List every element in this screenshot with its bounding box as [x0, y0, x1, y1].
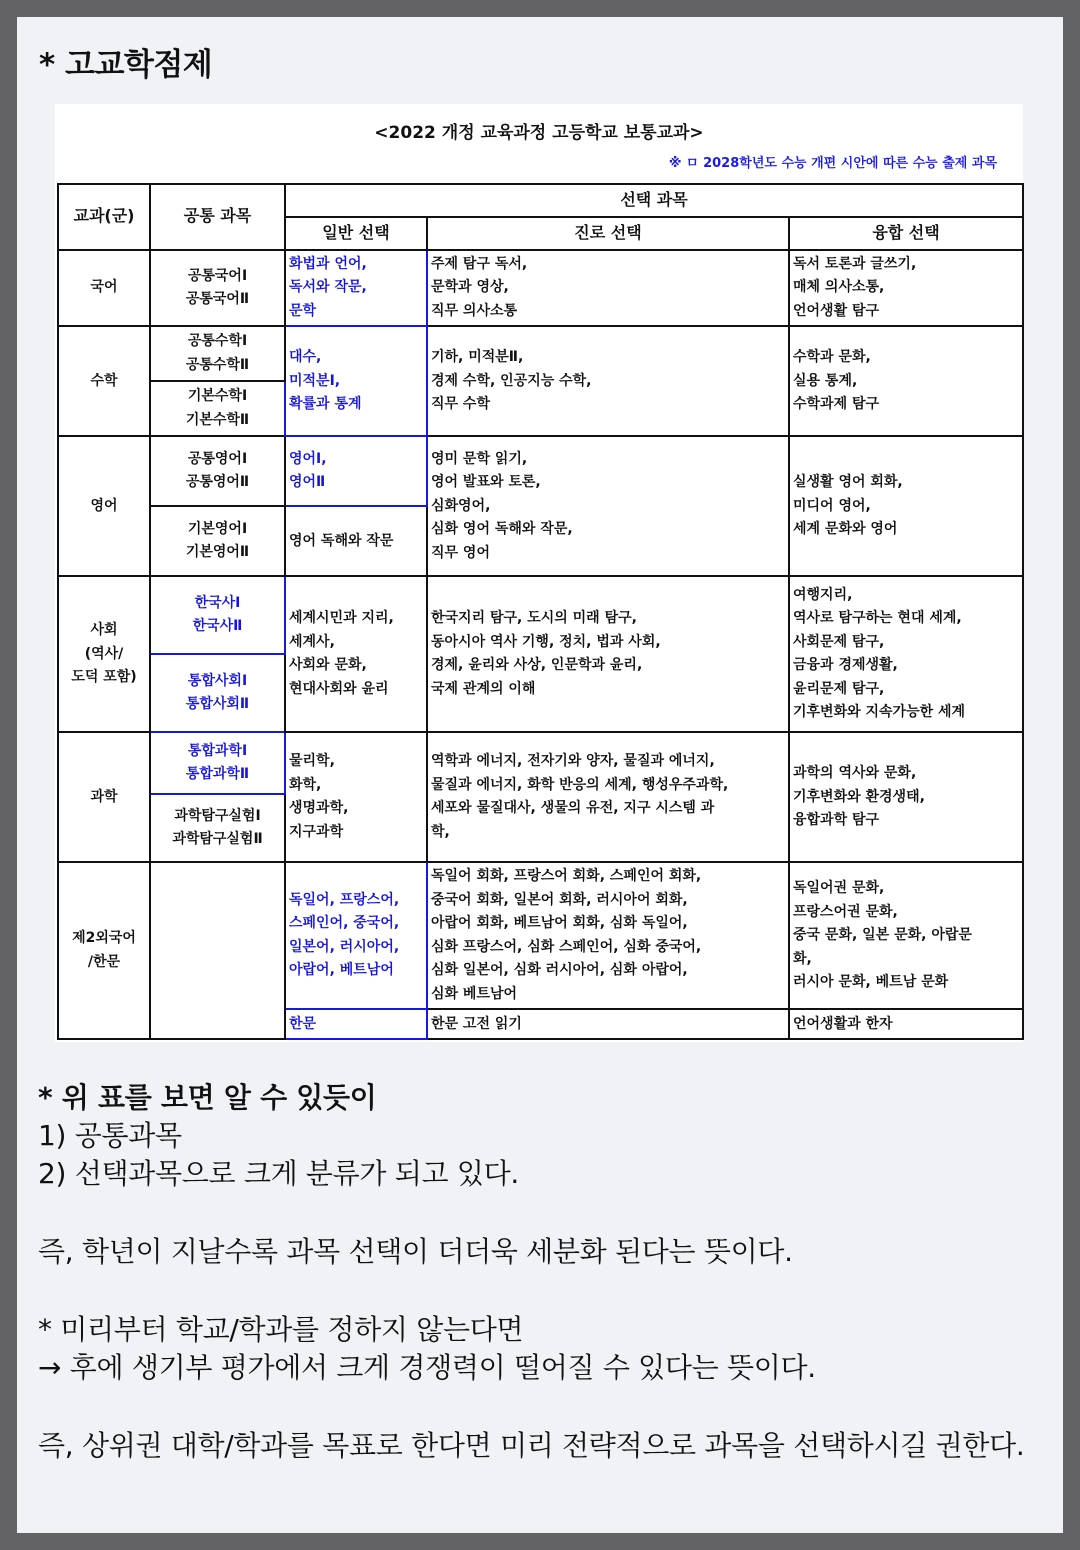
general-english-2 — [285, 506, 427, 576]
general-social-line: 사회와 문화, — [289, 657, 367, 674]
common-math-2-line: 기본수학Ⅰ — [187, 388, 248, 405]
group-korean: 국어 — [58, 250, 150, 327]
career-korean — [427, 250, 789, 327]
convergence-english-line: 미디어 영어, — [793, 497, 871, 514]
common-english-1 — [150, 436, 285, 506]
career-foreign-line: 심화 프랑스어, 심화 스페인어, 심화 중국어, — [431, 938, 702, 955]
general-social-line: 현대사회와 윤리 — [289, 680, 389, 697]
group-science: 과학 — [58, 732, 150, 862]
common-social-2 — [150, 654, 285, 732]
career-english-line: 영어 발표와 토론, — [431, 474, 541, 491]
common-science-1-line: 통합과학Ⅰ — [187, 742, 248, 759]
general-foreign-line: 스페인어, 중국어, — [289, 915, 400, 932]
convergence-social-line: 사회문제 탐구, — [793, 633, 885, 650]
convergence-math-line: 수학과 문화, — [793, 349, 871, 366]
career-english-line: 심화 영어 독해와 작문, — [431, 521, 573, 538]
general-foreign-line: 독일어, 프랑스어, — [289, 891, 400, 908]
group-social — [58, 576, 150, 732]
common-english-1-line: 공통영어Ⅱ — [185, 474, 250, 491]
convergence-english — [789, 436, 1023, 576]
header-common: 공통 과목 — [150, 184, 285, 250]
general-science-line: 물리학, — [289, 753, 335, 770]
group-foreign — [58, 862, 150, 1039]
convergence-korean — [789, 250, 1023, 327]
explanation-text — [38, 1079, 1048, 1465]
career-hanmun: 한문 고전 읽기 — [427, 1009, 789, 1039]
general-english-1 — [285, 436, 427, 506]
group-social-line: 사회 — [90, 622, 118, 639]
explanation-item-1: 1) 공통과목 — [38, 1119, 182, 1152]
common-science-2 — [150, 794, 285, 862]
general-social-line: 세계사, — [289, 633, 335, 650]
convergence-science-line: 과학의 역사와 문화, — [793, 765, 917, 782]
general-social — [285, 576, 427, 732]
header-convergence: 융합 선택 — [789, 217, 1023, 250]
section-heading: * 고교학점제 — [39, 47, 213, 83]
header-career: 진로 선택 — [427, 217, 789, 250]
common-english-2 — [150, 506, 285, 576]
spacer — [38, 1387, 1048, 1427]
general-math — [285, 326, 427, 436]
spacer — [38, 1193, 1048, 1233]
group-social-line: 도덕 포함) — [71, 669, 137, 686]
common-math-1-line: 공통수학Ⅰ — [187, 333, 248, 350]
convergence-science — [789, 732, 1023, 862]
common-social-1-line: 한국사Ⅱ — [192, 618, 243, 635]
career-science-line: 학, — [431, 823, 450, 840]
spacer — [38, 1271, 1048, 1311]
career-social-line: 경제, 윤리와 사상, 인문학과 윤리, — [431, 657, 643, 674]
general-math-line: 확률과 통계 — [289, 396, 362, 413]
general-foreign-line: 일본어, 러시아어, — [289, 938, 400, 955]
common-korean-line: 공통국어Ⅰ — [187, 267, 248, 284]
convergence-math-line: 실용 통계, — [793, 372, 858, 389]
common-science-1 — [150, 732, 285, 794]
general-science-line: 지구과학 — [289, 823, 344, 840]
group-social-line: (역사/ — [84, 645, 124, 662]
convergence-science-line: 융합과학 탐구 — [793, 812, 880, 829]
group-foreign-line: 제2외국어 — [72, 930, 136, 947]
convergence-foreign-line: 러시아 문화, 베트남 문화 — [793, 974, 949, 991]
general-social-line: 세계시민과 지리, — [289, 610, 394, 627]
convergence-social-line: 기후변화와 지속가능한 세계 — [793, 704, 966, 721]
convergence-social-line: 금융과 경제생활, — [793, 657, 898, 674]
common-math-1 — [150, 326, 285, 381]
convergence-math — [789, 326, 1023, 436]
career-foreign-line: 중국어 회화, 일본어 회화, 러시아어 회화, — [431, 891, 688, 908]
career-korean-line: 문학과 영상, — [431, 279, 509, 296]
career-foreign-line: 독일어 회화, 프랑스어 회화, 스페인어 회화, — [431, 868, 702, 885]
career-foreign-line: 아랍어 회화, 베트남어 회화, 심화 독일어, — [431, 915, 688, 932]
career-science-line: 세포와 물질대사, 생물의 유전, 지구 시스템 과 — [431, 800, 715, 817]
group-english: 영어 — [58, 436, 150, 576]
career-foreign-line: 심화 베트남어 — [431, 985, 518, 1002]
table-title: <2022 개정 교육과정 고등학교 보통교과> — [374, 123, 704, 143]
career-social-line: 한국지리 탐구, 도시의 미래 탐구, — [431, 610, 637, 627]
common-science-2-line: 과학탐구실험Ⅰ — [174, 807, 261, 824]
header-elective: 선택 과목 — [285, 184, 1023, 217]
general-english-2-line: 영어 독해와 작문 — [289, 532, 394, 549]
common-social-1 — [150, 576, 285, 654]
common-korean — [150, 250, 285, 327]
career-math-line: 직무 수학 — [431, 396, 490, 413]
convergence-foreign — [789, 862, 1023, 1009]
convergence-korean-line: 매체 의사소통, — [793, 279, 885, 296]
explanation-line-1: 즉, 학년이 지날수록 과목 선택이 더더욱 세분화 된다는 뜻이다. — [38, 1235, 793, 1268]
convergence-social-line: 여행지리, — [793, 586, 853, 603]
career-math-line: 경제 수학, 인공지능 수학, — [431, 372, 592, 389]
common-foreign-empty — [150, 862, 285, 1039]
header-subject-group: 교과(군) — [58, 184, 150, 250]
convergence-korean-line: 언어생활 탐구 — [793, 302, 880, 319]
convergence-social-line: 역사로 탐구하는 현대 세계, — [793, 610, 962, 627]
convergence-social-line: 윤리문제 탐구, — [793, 680, 885, 697]
common-social-2-line: 통합사회Ⅱ — [185, 696, 250, 713]
common-english-2-line: 기본영어Ⅰ — [187, 520, 248, 537]
common-math-2-line: 기본수학Ⅱ — [185, 411, 250, 428]
general-science-line: 화학, — [289, 776, 322, 793]
common-science-2-line: 과학탐구실험Ⅱ — [172, 831, 263, 848]
general-hanmun: 한문 — [285, 1009, 427, 1039]
common-math-2 — [150, 381, 285, 436]
career-social-line: 국제 관계의 이해 — [431, 680, 536, 697]
career-math — [427, 326, 789, 436]
curriculum-table-image — [55, 104, 1023, 1042]
general-english-1-line: 영어Ⅱ — [289, 474, 326, 491]
table-note: ※ ㅁ 2028학년도 수능 개편 시안에 따른 수능 출제 과목 — [668, 156, 997, 171]
common-social-1-line: 한국사Ⅰ — [194, 594, 241, 611]
career-foreign — [427, 862, 789, 1009]
common-science-1-line: 통합과학Ⅱ — [185, 766, 250, 783]
career-english-line: 직무 영어 — [431, 544, 490, 561]
convergence-social — [789, 576, 1023, 732]
convergence-foreign-line: 독일어권 문화, — [793, 880, 885, 897]
general-math-line: 대수, — [289, 349, 322, 366]
explanation-line-4: 즉, 상위권 대학/학과를 목표로 한다면 미리 전략적으로 과목을 선택하시길 권한다. — [38, 1429, 1025, 1462]
career-english-line: 심화영어, — [431, 497, 491, 514]
explanation-item-2: 2) 선택과목으로 크게 분류가 되고 있다. — [38, 1157, 519, 1190]
general-korean-line: 독서와 작문, — [289, 279, 367, 296]
content-card — [17, 17, 1063, 1533]
header-general: 일반 선택 — [285, 217, 427, 250]
explanation-subheading: * 위 표를 보면 알 수 있듯이 — [38, 1081, 377, 1114]
convergence-math-line: 수학과제 탐구 — [793, 396, 880, 413]
general-science-line: 생명과학, — [289, 800, 349, 817]
career-social — [427, 576, 789, 732]
career-english-line: 영미 문학 읽기, — [431, 450, 528, 467]
convergence-korean-line: 독서 토론과 글쓰기, — [793, 255, 917, 272]
curriculum-table — [57, 183, 1024, 1040]
career-social-line: 동아시아 역사 기행, 정치, 법과 사회, — [431, 633, 661, 650]
common-social-2-line: 통합사회Ⅰ — [187, 672, 248, 689]
career-science-line: 물질과 에너지, 화학 반응의 세계, 행성우주과학, — [431, 776, 729, 793]
explanation-line-3: → 후에 생기부 평가에서 크게 경쟁력이 떨어질 수 있다는 뜻이다. — [38, 1351, 816, 1384]
career-science — [427, 732, 789, 862]
career-korean-line: 직무 의사소통 — [431, 302, 518, 319]
general-foreign — [285, 862, 427, 1009]
common-english-2-line: 기본영어Ⅱ — [185, 544, 250, 561]
convergence-foreign-line: 중국 문화, 일본 문화, 아랍문 — [793, 927, 972, 944]
general-math-line: 미적분Ⅰ, — [289, 372, 341, 389]
general-korean-line: 화법과 언어, — [289, 255, 367, 272]
career-science-line: 역학과 에너지, 전자기와 양자, 물질과 에너지, — [431, 753, 715, 770]
convergence-foreign-line: 프랑스어권 문화, — [793, 903, 898, 920]
general-foreign-line: 아랍어, 베트남어 — [289, 962, 394, 979]
general-korean — [285, 250, 427, 327]
convergence-science-line: 기후변화와 환경생태, — [793, 788, 925, 805]
common-korean-line: 공통국어Ⅱ — [185, 291, 250, 308]
career-korean-line: 주제 탐구 독서, — [431, 255, 528, 272]
convergence-english-line: 실생활 영어 회화, — [793, 474, 903, 491]
group-foreign-line: /한문 — [87, 953, 121, 970]
general-korean-line: 문학 — [289, 302, 317, 319]
convergence-hanmun: 언어생활과 한자 — [789, 1009, 1023, 1039]
explanation-line-2: * 미리부터 학교/학과를 정하지 않는다면 — [38, 1313, 524, 1346]
general-science — [285, 732, 427, 862]
general-english-1-line: 영어Ⅰ, — [289, 450, 327, 467]
career-english — [427, 436, 789, 576]
career-math-line: 기하, 미적분Ⅱ, — [431, 349, 524, 366]
common-english-1-line: 공통영어Ⅰ — [187, 450, 248, 467]
convergence-foreign-line: 화, — [793, 950, 812, 967]
group-math: 수학 — [58, 326, 150, 436]
common-math-1-line: 공통수학Ⅱ — [185, 356, 250, 373]
career-foreign-line: 심화 일본어, 심화 러시아어, 심화 아랍어, — [431, 962, 688, 979]
convergence-english-line: 세계 문화와 영어 — [793, 521, 898, 538]
